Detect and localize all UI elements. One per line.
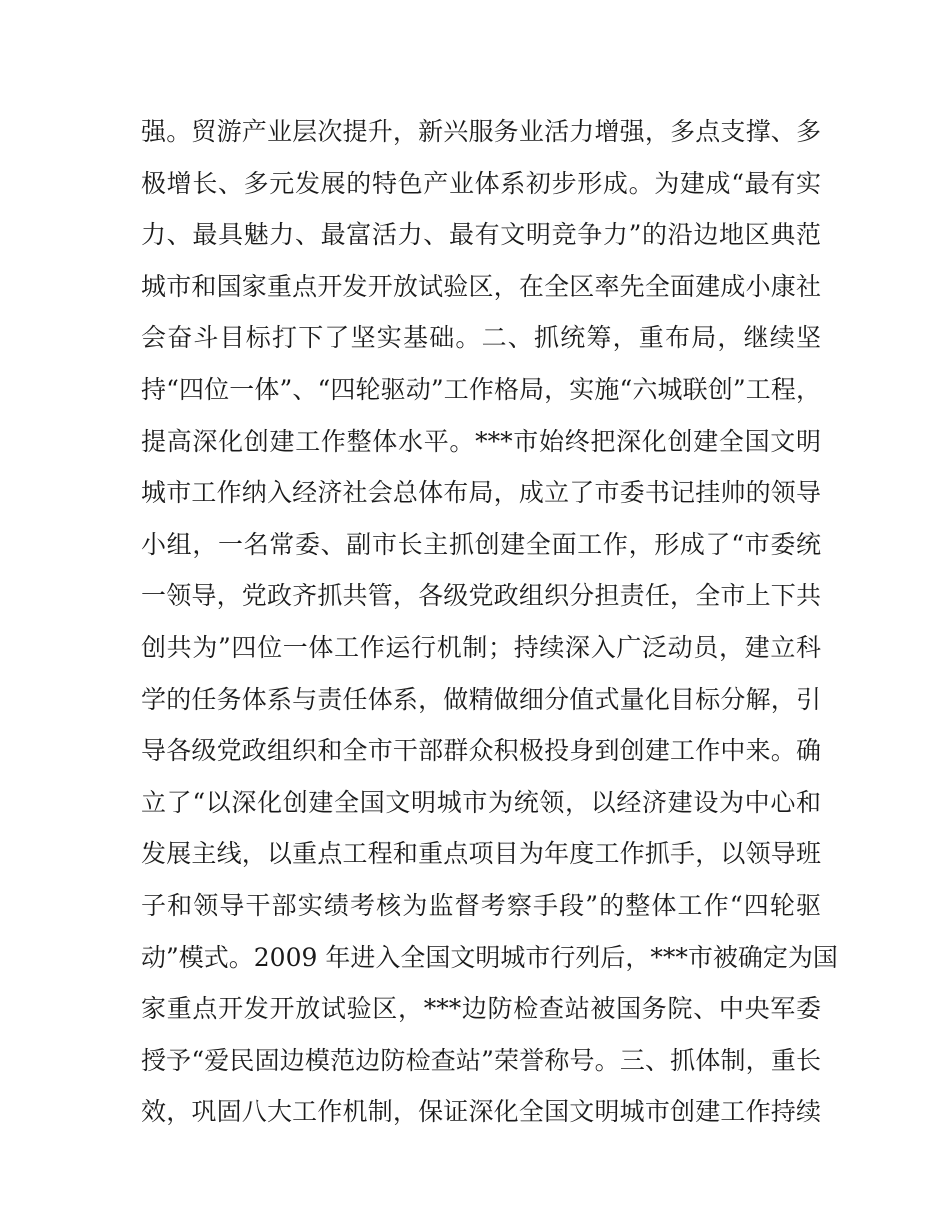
text-line: 动”模式。2009 年进入全国文明城市行列后，***市被确定为国 [141, 942, 838, 972]
text-line: 子和领导干部实绩考核为监督考察手段”的整体工作“四轮驱 [141, 890, 821, 920]
text-line: 效，巩固八大工作机制，保证深化全国文明城市创建工作持续 [141, 1097, 821, 1127]
text-line: 会奋斗目标打下了坚实基础。二、抓统筹，重布局，继续坚 [141, 323, 821, 353]
text-line: 极增长、多元发展的特色产业体系初步形成。为建成“最有实 [141, 168, 821, 198]
text-line: 授予“爱民固边模范边防检查站”荣誉称号。三、抓体制，重长 [141, 1045, 821, 1075]
text-line: 城市工作纳入经济社会总体布局，成立了市委书记挂帅的领导 [141, 478, 821, 508]
text-line: 小组，一名常委、副市长主抓创建全面工作，形成了“市委统 [141, 529, 821, 559]
body-text [141, 106, 838, 1138]
text-line: 持“四位一体”、“四轮驱动”工作格局，实施“六城联创”工程， [141, 374, 821, 404]
text-line: 学的任务体系与责任体系，做精做细分值式量化目标分解，引 [141, 684, 821, 714]
text-line: 强。贸游产业层次提升，新兴服务业活力增强，多点支撑、多 [141, 117, 821, 146]
text-line: 创共为”四位一体工作运行机制；持续深入广泛动员，建立科 [141, 632, 821, 662]
text-line: 导各级党政组织和全市干部群众积极投身到创建工作中来。确 [141, 736, 821, 766]
text-line: 家重点开发开放试验区，***边防检查站被国务院、中央军委 [141, 994, 821, 1024]
text-line: 一领导，党政齐抓共管，各级党政组织分担责任，全市上下共 [141, 581, 821, 611]
text-line: 城市和国家重点开发开放试验区，在全区率先全面建成小康社 [141, 271, 821, 301]
text-line: 发展主线，以重点工程和重点项目为年度工作抓手，以领导班 [141, 839, 821, 869]
text-line: 力、最具魅力、最富活力、最有文明竞争力”的沿边地区典范 [141, 220, 821, 250]
text-line: 立了“以深化创建全国文明城市为统领，以经济建设为中心和 [141, 787, 821, 817]
text-line: 提高深化创建工作整体水平。***市始终把深化创建全国文明 [141, 426, 821, 456]
